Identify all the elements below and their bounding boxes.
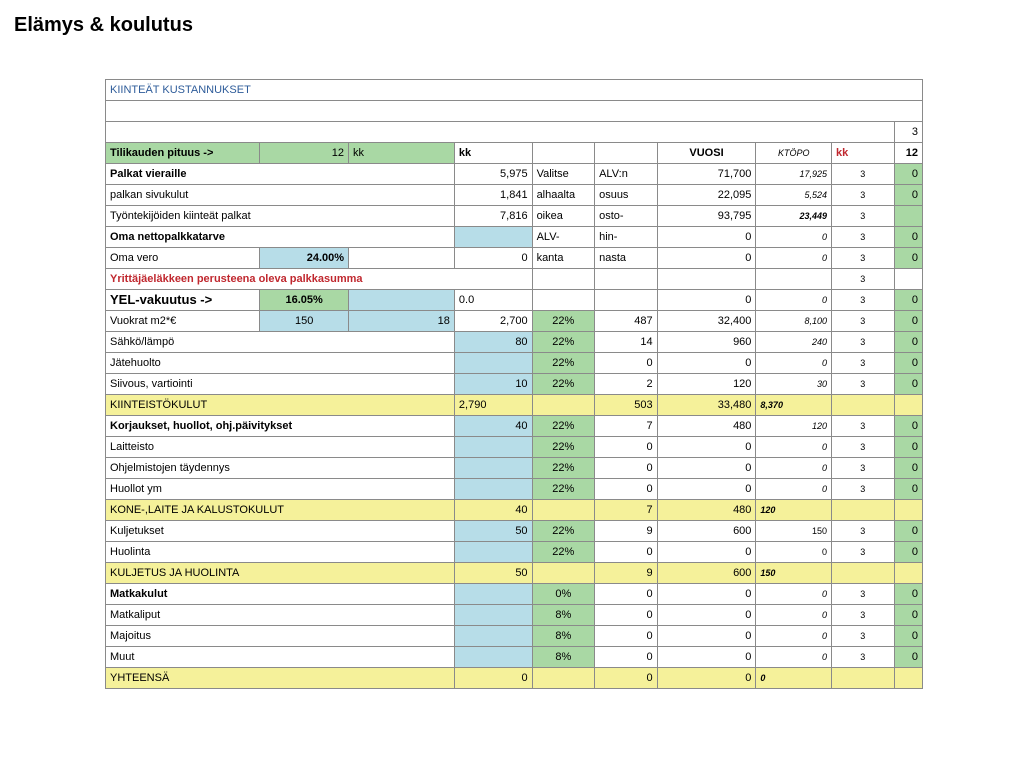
vuosi-value: 480 [657,416,756,437]
row-label: YHTEENSÄ [106,668,455,689]
row-label: Siivous, vartiointi [106,374,455,395]
table-row [106,206,923,227]
blank-cell [756,269,832,290]
flag-value: 0 [894,227,922,248]
note-alv-3: osto- [595,206,658,227]
blank-cell [532,500,595,521]
vat-select[interactable]: 22% [532,542,595,563]
blank-cell [532,143,595,164]
flag-value: 0 [894,311,922,332]
kk-value: 0 [454,668,532,689]
kk-input[interactable] [454,626,532,647]
table-row [106,311,923,332]
blank-cell [894,668,922,689]
table-row [106,353,923,374]
kk-input[interactable] [454,542,532,563]
kk-input[interactable] [454,458,532,479]
vat-share: 0 [595,668,658,689]
vat-select[interactable]: 22% [532,479,595,500]
vat-share: 7 [595,416,658,437]
flag-value: 0 [894,248,922,269]
vuosi-value: 0 [657,584,756,605]
blank-cell [532,290,595,311]
yel-percent-input[interactable]: 16.05% [260,290,349,311]
table-row [106,605,923,626]
blank-cell [894,269,922,290]
ktopo-value: 0 [756,479,832,500]
page-number: 3 [894,122,922,143]
header-row [106,143,923,164]
fixed-costs-table [105,79,923,689]
table-row [106,437,923,458]
kk-input[interactable] [454,227,532,248]
row-label: Työntekijöiden kiinteät palkat [106,206,455,227]
vat-select[interactable]: 22% [532,458,595,479]
section-title: KIINTEÄT KUSTANNUKSET [106,80,923,101]
ktopo-value: 150 [756,521,832,542]
row-label: Majoitus [106,626,455,647]
ktopo-value: 30 [756,374,832,395]
table-row [106,584,923,605]
ktopo-value: 120 [756,416,832,437]
kk-input[interactable] [454,605,532,626]
vat-share: 7 [595,500,658,521]
vuosi-value: 0 [657,458,756,479]
vuosi-value: 32,400 [657,311,756,332]
ktopo-value: 0 [756,647,832,668]
flag-value: 0 [894,458,922,479]
twelve-header: 12 [894,143,922,164]
kk-header: kk [454,143,532,164]
vuosi-value: 480 [657,500,756,521]
note-valitse-1: Valitse [532,164,595,185]
vat-select[interactable]: 22% [532,332,595,353]
section-title-row [106,80,923,101]
blank-row [106,101,923,122]
n-value: 3 [832,626,895,647]
kk-input[interactable] [454,479,532,500]
flag-value: 0 [894,353,922,374]
ktopo-value: 0 [756,542,832,563]
n-value: 3 [832,542,895,563]
kk-red-header: kk [832,143,895,164]
n-value: 3 [832,206,895,227]
kk-value: 7,816 [454,206,532,227]
vat-share: 0 [595,542,658,563]
ktopo-value: 240 [756,332,832,353]
flag-value: 0 [894,605,922,626]
kk-value: 50 [454,563,532,584]
flag-value: 0 [894,626,922,647]
kk-input[interactable]: 40 [454,416,532,437]
n-value: 3 [832,416,895,437]
table-row [106,416,923,437]
blank-cell [532,668,595,689]
n-value: 3 [832,353,895,374]
ktopo-value: 17,925 [756,164,832,185]
n-value: 3 [832,269,895,290]
kk-input[interactable] [454,437,532,458]
flag-value: 0 [894,521,922,542]
blank-cell [832,395,895,416]
note-alv-5: nasta [595,248,658,269]
blank-cell [532,269,595,290]
table-row [106,479,923,500]
note-valitse-4: ALV- [532,227,595,248]
vuosi-value: 600 [657,521,756,542]
ktopo-value: 150 [756,563,832,584]
kk-input[interactable] [454,353,532,374]
row-label: palkan sivukulut [106,185,455,206]
blank-cell [349,248,455,269]
period-months-input[interactable]: 12 [260,143,349,164]
n-value: 3 [832,584,895,605]
table-row [106,647,923,668]
ktopo-value: 8,370 [756,395,832,416]
vat-select[interactable]: 8% [532,605,595,626]
ktopo-value: 0 [756,584,832,605]
table-row [106,332,923,353]
vat-share: 487 [595,311,658,332]
flag-value: 0 [894,437,922,458]
note-alv-2: osuus [595,185,658,206]
row-label: Jätehuolto [106,353,455,374]
vat-share: 9 [595,521,658,542]
n-value: 3 [832,458,895,479]
table-row [106,374,923,395]
n-value: 3 [832,227,895,248]
flag-value: 0 [894,374,922,395]
ktopo-value: 0 [756,290,832,311]
kk-input[interactable]: 80 [454,332,532,353]
vat-share: 14 [595,332,658,353]
vuosi-value: 120 [657,374,756,395]
rate-input[interactable]: 18 [349,311,455,332]
ktopo-value: 120 [756,500,832,521]
row-label: Matkaliput [106,605,455,626]
kk-input[interactable]: 50 [454,521,532,542]
row-label: Huollot ym [106,479,455,500]
flag-value: 0 [894,332,922,353]
vat-share: 503 [595,395,658,416]
row-label: Palkat vieraille [106,164,455,185]
kk-input[interactable] [454,647,532,668]
ktopo-value: 23,449 [756,206,832,227]
blank-cell [349,290,455,311]
table-row [106,458,923,479]
n-value: 3 [832,374,895,395]
period-unit: kk [349,143,455,164]
table-row [106,227,923,248]
ktopo-value: 0 [756,458,832,479]
kk-input[interactable]: 10 [454,374,532,395]
blank-cell [832,500,895,521]
vat-share: 0 [595,353,658,374]
subtotal-row [106,500,923,521]
vat-share: 0 [595,626,658,647]
flag-value: 0 [894,542,922,563]
ktopo-value: 8,100 [756,311,832,332]
blank-cell [595,143,658,164]
vat-share: 0 [595,584,658,605]
tax-percent-input[interactable]: 24.00% [260,248,349,269]
row-label: Vuokrat m2*€ [106,311,260,332]
vuosi-value: 0 [657,605,756,626]
vuosi-value: 960 [657,332,756,353]
table-row [106,248,923,269]
ktopo-value: 0 [756,248,832,269]
row-label: Matkakulut [106,584,455,605]
vuosi-value: 0 [657,248,756,269]
vuosi-value: 0 [657,353,756,374]
vat-select[interactable]: 8% [532,626,595,647]
vuosi-header: VUOSI [657,143,756,164]
table-row [106,521,923,542]
slide-title: Elämys & koulutus [14,14,193,36]
row-label: YEL-vakuutus -> [106,290,260,311]
n-value: 3 [832,479,895,500]
ktopo-value: 0 [756,626,832,647]
note-valitse-5: kanta [532,248,595,269]
area-input[interactable]: 150 [260,311,349,332]
vuosi-value: 600 [657,563,756,584]
ktopo-value: 0 [756,605,832,626]
row-label: Laitteisto [106,437,455,458]
vuosi-value: 0 [657,437,756,458]
cost-spreadsheet [105,79,923,691]
row-label: Yrittäjäeläkkeen perusteena oleva palkkasumma [106,269,533,290]
vuosi-value: 33,480 [657,395,756,416]
period-label: Tilikauden pituus -> [106,143,260,164]
table-row [106,164,923,185]
vat-share: 2 [595,374,658,395]
row-label: Muut [106,647,455,668]
vat-select[interactable]: 22% [532,311,595,332]
ktopo-header: KTÖPO [756,143,832,164]
row-label: Oma vero [106,248,260,269]
vat-select[interactable]: 0% [532,584,595,605]
n-value: 3 [832,332,895,353]
blank-cell [532,395,595,416]
vat-select[interactable]: 22% [532,374,595,395]
page-number-row [106,122,923,143]
n-value: 3 [832,521,895,542]
row-label: Kuljetukset [106,521,455,542]
vat-share: 0 [595,437,658,458]
flag-value: 0 [894,479,922,500]
n-value: 3 [832,311,895,332]
ktopo-value: 0 [756,437,832,458]
subtotal-row [106,563,923,584]
row-label: Ohjelmistojen täydennys [106,458,455,479]
kk-value: 2,790 [454,395,532,416]
kk-value: 0.0 [454,290,532,311]
row-label: Oma nettopalkkatarve [106,227,455,248]
kk-value: 0 [454,248,532,269]
blank-cell [595,269,658,290]
row-label: KONE-,LAITE JA KALUSTOKULUT [106,500,455,521]
vat-share: 0 [595,458,658,479]
blank-cell [894,395,922,416]
flag-value: 0 [894,584,922,605]
blank-cell [832,668,895,689]
flag-value [894,206,922,227]
n-value: 3 [832,185,895,206]
flag-value: 0 [894,290,922,311]
vat-select[interactable]: 22% [532,437,595,458]
table-row [106,542,923,563]
vuosi-value: 71,700 [657,164,756,185]
ktopo-value: 0 [756,668,832,689]
ktopo-value: 0 [756,227,832,248]
kk-value: 1,841 [454,185,532,206]
vat-share: 0 [595,479,658,500]
table-row [106,185,923,206]
ktopo-value: 0 [756,353,832,374]
blank-cell [894,500,922,521]
ktopo-value: 5,524 [756,185,832,206]
blank-cell [595,290,658,311]
vuosi-value: 0 [657,647,756,668]
kk-input[interactable] [454,584,532,605]
vat-share: 0 [595,605,658,626]
note-valitse-2: alhaalta [532,185,595,206]
table-row [106,269,923,290]
blank-cell [894,563,922,584]
vuosi-value: 0 [657,542,756,563]
flag-value: 0 [894,416,922,437]
row-label: Sähkö/lämpö [106,332,455,353]
kk-value[interactable]: 5,975 [454,164,532,185]
blank-cell [532,563,595,584]
vat-share: 9 [595,563,658,584]
vuosi-value: 0 [657,479,756,500]
kk-value: 40 [454,500,532,521]
vuosi-value: 0 [657,290,756,311]
kk-value: 2,700 [454,311,532,332]
vuosi-value: 0 [657,626,756,647]
row-label: KIINTEISTÖKULUT [106,395,455,416]
vat-select[interactable]: 22% [532,416,595,437]
n-value: 3 [832,164,895,185]
table-row [106,626,923,647]
n-value: 3 [832,647,895,668]
row-label: Korjaukset, huollot, ohj.päivitykset [106,416,455,437]
vat-share: 0 [595,647,658,668]
flag-value: 0 [894,164,922,185]
vuosi-value: 93,795 [657,206,756,227]
n-value: 3 [832,290,895,311]
total-row [106,668,923,689]
blank-cell [106,101,923,122]
vat-select[interactable]: 22% [532,353,595,374]
note-alv-4: hin- [595,227,658,248]
flag-value: 0 [894,185,922,206]
note-valitse-3: oikea [532,206,595,227]
vat-select[interactable]: 8% [532,647,595,668]
vuosi-value: 0 [657,227,756,248]
vuosi-value: 22,095 [657,185,756,206]
blank-cell [832,563,895,584]
subtotal-row [106,395,923,416]
note-alv-1: ALV:n [595,164,658,185]
n-value: 3 [832,437,895,458]
n-value: 3 [832,605,895,626]
n-value: 3 [832,248,895,269]
table-row [106,290,923,311]
vat-select[interactable]: 22% [532,521,595,542]
vuosi-value: 0 [657,668,756,689]
blank-cell [106,122,895,143]
row-label: Huolinta [106,542,455,563]
row-label: KULJETUS JA HUOLINTA [106,563,455,584]
flag-value: 0 [894,647,922,668]
blank-cell [657,269,756,290]
